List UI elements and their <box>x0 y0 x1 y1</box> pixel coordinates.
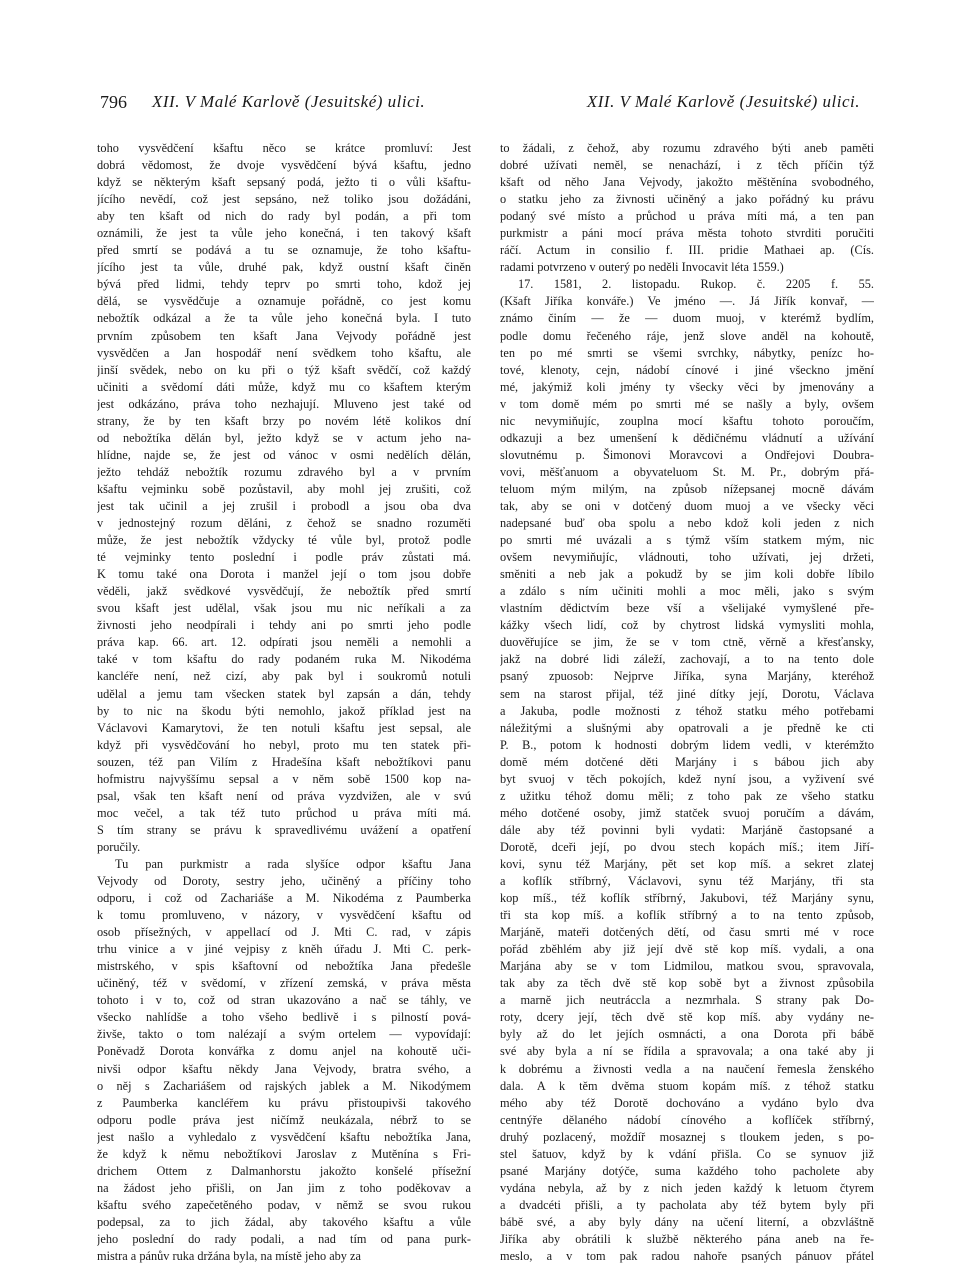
text-line: nivši odpor kšaftu někdy Jana Vejvody, bratra svého, a <box>97 1061 471 1076</box>
left-text-column <box>97 140 471 1265</box>
text-line: před smrtí se podává a tu se oznamuje, že toho kšaftu- <box>97 243 471 258</box>
text-line: a zdálo s ním učiniti mohli a moc měli, jako s svým <box>500 584 874 599</box>
text-line: Jiříka aby obrátili k službě některého pána aneb na ře- <box>500 1232 874 1246</box>
text-line: byt svuoj v těch pokojích, kdež nyní jsou, a vyživení své <box>500 771 874 786</box>
text-line: radami potvrzeno v outerý po neděli Invocavit léta 1559.) <box>500 260 784 275</box>
text-line: kancléře není, než cizí, aby pak byl i soukromů notuli <box>97 669 471 684</box>
text-line: jest tak učinil a jej zrušil i probodl a jsou oba dva <box>97 498 471 513</box>
text-line: Vejvody od Doroty, sestry jeho, učiněný a příčiny toho <box>97 874 471 889</box>
text-line: mé, jakýmiž koli jmény ty všecky věci by jmenovány a <box>500 379 874 394</box>
text-line: odporu, i což od Zachariáše a M. Nikodéma z Paumberka <box>97 891 471 906</box>
text-line: v tom domě mém po smrti mé se našly a byly, ovšem <box>500 396 874 411</box>
text-line: mého dotčené osoby, jimž statček svuoj poručím a dávám, <box>500 805 874 820</box>
text-line: také v tom kšaftu do rady podaném ruka M. Nikodéma <box>97 652 471 667</box>
text-line: o něj s Zachariášem od rajských jablek a M. Nikodýmem <box>97 1078 471 1093</box>
text-line: může, že jest nebožtík vždycky té vůle byl, protož podle <box>97 533 471 548</box>
text-line: v jednostejný rozum děláni, z čehož se snadno rozuměti <box>97 516 471 531</box>
text-line: dala. A k těm dvěma stuom kopám míš. z téhož statku <box>500 1078 874 1093</box>
text-line: mistra a pánův ruka držána byla, na místě jeho aby za <box>97 1249 361 1264</box>
text-line: učiniti a svědomí dáti může, když mu co kšaftem kterým <box>97 379 471 394</box>
text-line: udělal a jemu tam všecken statek byl zapsán a dán, tehdy <box>97 686 471 701</box>
text-line: hofmistru najvyššímu sepsal a v něm sobě 1500 kop na- <box>97 771 471 786</box>
text-line: dále aby též povinni byli vydati: Marjáně častopsané a <box>500 822 874 837</box>
text-line: dobrá vědomost, že dvoje vysvědčení bývá kšaftu, jedno <box>97 158 471 173</box>
text-line: Václavovi Kamarytovi, že ten notuli kšaftu jest sepsal, ale <box>97 720 471 735</box>
text-line: odkazuji a bez umenšení k dědičnému vládnutí a užívání <box>500 430 874 445</box>
text-line: svou kšaft jest udělal, však jsou mu nic neříkali a za <box>97 601 471 616</box>
text-line: purkmistr a páni mocí práva města tohoto stvrditi poručiti <box>500 226 874 241</box>
text-line: prvním způsobem ten kšaft Jana Vejvody pořádně jest <box>97 328 471 343</box>
text-line: sem na starost přijal, též jiné dítky její, Dorotu, Václava <box>500 686 874 701</box>
right-text-column <box>500 140 874 1265</box>
text-line: jícího nevědí, což jest sepsáno, než toliko jsou dožádáni, <box>97 192 471 207</box>
running-header <box>100 92 860 116</box>
text-line: k tomu promluveno, v názory, v vysvědčení kšaftu od <box>97 908 471 923</box>
text-line: podepsal, za to jich žádal, aby takového kšaftu a vůle <box>97 1214 471 1229</box>
text-line: nebožtík odkázal a že ta vůle jeho konečná byla. I tuto <box>97 311 471 326</box>
text-line: meslo, a v tom pak radou nahoře psaných pánuov přátel <box>500 1249 874 1264</box>
text-line: jeho poslední do rady podali, a nad tím od pana purk- <box>97 1232 471 1246</box>
text-line: Poněvadž Dorota konvářka z domu anjel na kohoutě uči- <box>97 1044 471 1059</box>
text-line: a Jakuba, podle možnosti z téhož statku mého potřebami <box>500 703 874 718</box>
text-line: K tomu také ona Dorota i manžel její o tom jsou dobře <box>97 567 471 582</box>
text-line: po smrti mé uvázali a s týmž vším statkem mým, nic <box>500 533 874 548</box>
text-line: tak, aby se oni v dotčený duom muoj a ve všecky věci <box>500 498 874 513</box>
text-line: bábě své, a aby byly dány na učení literní, a obzvláštně <box>500 1214 874 1229</box>
text-line: kážky všech lidí, což by chytrost lidská vymysliti mohla, <box>500 618 874 633</box>
text-line: toho vysvědčení kšaftu něco se krátce promluví: Jest <box>97 141 471 155</box>
text-line: náležitými a slušnými aby opatrovali a je předně ke cti <box>500 720 874 735</box>
text-line: trhu vinice a v jiné vejpisy z kněh úřadu J. Mti C. perk- <box>97 942 471 957</box>
text-line: roty, dcery její, těch dvě stě kop míš. aby vydány ne- <box>500 1010 874 1025</box>
text-line: osob přísežných, v appellací od J. Mti C. rad, v zápis <box>97 925 471 940</box>
text-line: dobré užívati neměl, se nenachází, i z těch příčin týž <box>500 158 874 173</box>
text-line: své aby byla a ní se řídila a spravovala; a ona také aby ji <box>500 1044 874 1059</box>
text-line: učiněný, též v svědomí, v zřízení zemská, v práva města <box>97 976 471 991</box>
text-line: 17. 1581, 2. listopadu. Rukop. č. 2205 f. 55. <box>518 277 874 292</box>
text-line: že když k němu nebožtíkovi Jaroslav z Mutěnína s Fri- <box>97 1146 471 1161</box>
text-line: Tu pan purkmistr a rada slyšíce odpor kšaftu Jana <box>115 856 471 871</box>
text-line: psal, však ten kšaft není od práva vyzdvižen, ale v svú <box>97 788 471 803</box>
text-line: všecko nahlídše a toho všeho bedlivě i s pilností pová- <box>97 1010 471 1025</box>
text-line: dělá, se vysvědčuje a oznamuje pořádně, co jest komu <box>97 294 471 309</box>
text-line: tohoto i v to, což od stran ukazováno a nač se táhly, ve <box>97 993 471 1008</box>
text-line: kšaft od něho Jana Vejvody, jakožto měštěnína svobodného, <box>500 175 874 190</box>
running-title-right: XII. V Malé Karlově (Jesuitské) ulici. <box>586 92 860 111</box>
text-line: živnosti jeho neodpírali i tehdy ani po smrti jeho podle <box>97 618 471 633</box>
text-line: Marjáně, mateři dotčených dětí, od času smrti mé v roce <box>500 925 874 940</box>
text-line: věděli, jakž svědkové vysvědčují, že nebožtík před smrtí <box>97 584 471 599</box>
text-line: duověřujíce se jim, že se v tom ctně, věrně a křesťansky, <box>500 635 874 650</box>
text-line: domě mém dotčené děti Marjány i s bábou jich aby <box>500 754 874 769</box>
text-line: vlastním dědictvím beze vší a všelijaké vymyšlené pře- <box>500 601 874 616</box>
text-line: když při vysvědčování ho nebyl, proto mu ten statek při- <box>97 737 471 752</box>
text-line: psané Marjány dotýče, suma každého toho pacholete aby <box>500 1163 874 1178</box>
text-line: té vejminky tento poslední i podle práv zůstati má. <box>97 550 471 565</box>
text-line: podaný své místo a průchod u práva míti má, a ten pan <box>500 209 874 224</box>
text-line: druhý pozlacený, moždíř mosaznej s tloukem jeden, s po- <box>500 1129 874 1144</box>
text-line: nadepsané buď oba spolu a nebo kdož koli jeden z nich <box>500 516 874 531</box>
text-line: slovutnému p. Šimonovi Moravcovi a Ondřejovi Doubra- <box>500 447 874 462</box>
text-line: drichem Ottem z Dalmanhorstu jakožto konšelé přísežní <box>97 1163 471 1178</box>
text-line: a marně jich neutráccla a nezmrhala. S strany pak Do- <box>500 993 874 1008</box>
text-line: by to nic na škodu býti nemohlo, jakož příklad jest na <box>97 703 471 718</box>
text-line: Dorotě, dceři její, po dvou stech kopách míš.; item Jiří- <box>500 839 874 854</box>
text-line: živše, takto o tom nalézají a svým ortelem — vypovídají: <box>97 1027 471 1042</box>
text-line: kšaftu vejminku sobě pozůstavil, aby mohl jej zrušiti, což <box>97 481 471 496</box>
text-line: P. B., potom k hodnosti dobrým lidem vedli, v kterémžto <box>500 737 874 752</box>
text-line: práva kap. 66. art. 12. odpírati jsou neměli a nemohli a <box>97 635 471 650</box>
text-line: tři sta kop míš. a koflík stříbrný a to na tento způsob, <box>500 908 874 923</box>
text-line: směniti a neb jak a pokudž by se jim koli dobře líbilo <box>500 567 874 582</box>
text-line: nic nevymiňujíc, zouplna mocí kšaftu tohoto porоučím, <box>500 413 874 428</box>
text-line: mého aby též Dorotě dochováno a vydáno bylo dva <box>500 1095 874 1110</box>
text-line: jakž na dobré lidi záleží, zachovají, a to na tento dole <box>500 652 874 667</box>
text-line: byly až do let jejích osmnácti, a ona Dorota při bábě <box>500 1027 874 1042</box>
text-line: moc večel, a tak též tuto průchod u práva míti má. <box>97 805 471 820</box>
text-line: mistrského, v spis kšaftovní od nebožtíka Jana předešle <box>97 959 471 974</box>
text-line: ovšem nevymiňujíc, vládnouti, toho užívati, jej držeti, <box>500 550 874 565</box>
text-line: jest odkázáno, práva toho nezhajují. Mluveno jest také od <box>97 396 471 411</box>
text-line: jícího jest ta vůle, druhé pak, když oustní kšaft činěn <box>97 260 471 275</box>
page-number: 796 <box>100 92 127 112</box>
text-line: jest našlo a vyhledalo z vysvědčení kšaftu nebožtíka Jana, <box>97 1129 471 1144</box>
text-line: pořád zběhlém aby již její dvě stě kop míš. vydali, a ona <box>500 942 874 957</box>
text-line: vovi, měšťanuom a obyvateluom St. M. Pr., dobrým přá- <box>500 464 874 479</box>
text-line: ten po mé smrti se všemi svrchky, nábytky, penízc ho- <box>500 345 874 360</box>
text-line: odporu podle práva jest ničímž neukázala, nébrž to se <box>97 1112 471 1127</box>
text-line: jinší svědek, nebo on ku při o týž kšaft svědčí, což každý <box>97 362 471 377</box>
text-line: ježto tehdáž nebožtík rozumu zdravého byl a v prvním <box>97 464 471 479</box>
text-line: když se některým kšaft sepsaný podá, ježto ti o vůli kšaftu- <box>97 175 471 190</box>
text-line: souzen, též pan Vilím z Hradešína kšaft nebožtíkovi panu <box>97 754 471 769</box>
text-line: S tím strany se právu k spravedlivému uvážení a opatření <box>97 822 471 837</box>
text-line: poručily. <box>97 839 141 854</box>
text-line: to žádali, z čehož, aby rozumu zdravého býti aneb paměti <box>500 141 874 155</box>
text-line: vydána nebyla, až by z nich jeden každý k letuom čtyrem <box>500 1180 874 1195</box>
text-line: centnýře dělaného nádobí cínového a koflíček stříbrný, <box>500 1112 874 1127</box>
text-line: psaný zpuosob: Nejprve Jiříka, syna Marjány, kteréhož <box>500 669 874 684</box>
text-line: ráčí. Actum in consilio f. III. pridie Mathaei ap. (Cís. <box>500 243 874 258</box>
text-line: z užitku téhož domu měli; z toho pak ze všeho statku <box>500 788 874 803</box>
text-line: (Kšaft Jiříka konváře.) Ve jméno —. Já Jiřík konvař, — <box>500 294 874 309</box>
text-line: tové, klenoty, cejn, nádobí cínové i jiné všecknо jmění <box>500 362 874 377</box>
text-line: k dobrému a živnosti vedla a na naučení řemesla ženského <box>500 1061 874 1076</box>
text-line: bývá před lidmi, tehdy teprv po smrti toho, kdož jej <box>97 277 471 292</box>
text-line: z Paumberka kancléřem ku právu přistoupivši takového <box>97 1095 471 1110</box>
text-line: aby ten kšaft od nich do rady byl podán, a při tom <box>97 209 471 224</box>
text-line: hlídne, najde se, že jest od vánoc v osmi nedělích dělán, <box>97 447 471 462</box>
text-line: vysvědčen a Jan hospodář není svědkem toho kšaftu, ale <box>97 345 471 360</box>
text-line: stel šatuov, když by k vdání přišla. Co se synuov již <box>500 1146 874 1161</box>
text-line: od nebožtíka dělán byl, ježto když se v actum jeho na- <box>97 430 471 445</box>
text-line: kšaftu svého zapečetěného podav, v němž se svou rukou <box>97 1197 471 1212</box>
text-line: podle domu řečeného ráje, jenž slove anděl na kohoutě, <box>500 328 874 343</box>
running-title-left: XII. V Malé Karlově (Jesuitské) ulici. <box>152 92 426 111</box>
text-line: a koflík stříbrný, Václavovi, synu též Marjány, tři sta <box>500 874 874 889</box>
text-line: a dvadcéti přišli, a ty pacholata aby též bytem byly při <box>500 1197 874 1212</box>
text-line: na žádost jeho přišli, on Jan jim z toho poděkovav a <box>97 1180 471 1195</box>
text-line: Marjána aby se v tom Lidmilou, matkou svou, spravovala, <box>500 959 874 974</box>
text-line: teluom mým milým, na způsob nížepsanej mocně dávám <box>500 481 874 496</box>
text-line: oznámili, že jest ta vůle jeho konečná, i ten takový kšaft <box>97 226 471 241</box>
text-line: kovi, synu též Marjány, pět set kop míš. a sekret zlatej <box>500 856 874 871</box>
text-line: o statku jeho za živnosti učiněný a jako pořádný ku právu <box>500 192 874 207</box>
text-line: tak aby za těch dvě stě kop sobě byt a živnost způsobila <box>500 976 874 991</box>
text-line: známo činím — že — duom muoj, v kterémž bydlím, <box>500 311 874 326</box>
text-line: kop míš., též koflík stříbrný, Jakubovi, též Marjány synu, <box>500 891 874 906</box>
text-line: strany, že by ten kšaft brzy po novém létě kolikos dní <box>97 413 471 428</box>
